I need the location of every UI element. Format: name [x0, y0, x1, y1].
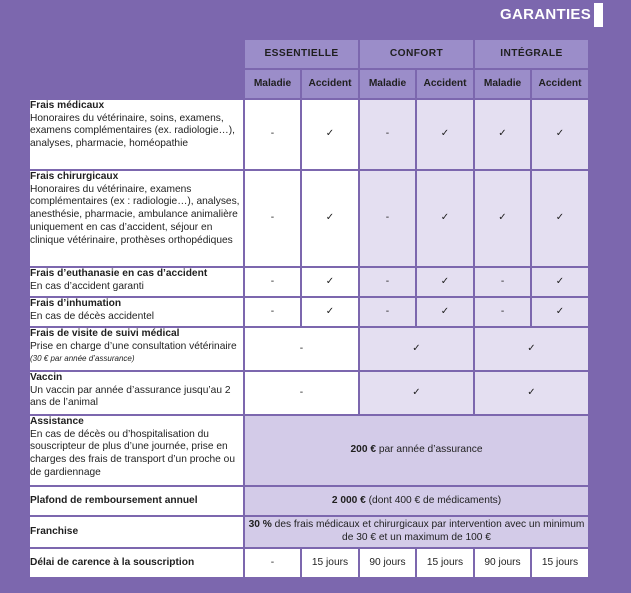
cell-value: - — [359, 99, 416, 170]
cell-value: ✓ — [474, 327, 589, 371]
cell-value: ✓ — [474, 99, 531, 170]
plan-essentielle: ESSENTIELLE — [244, 39, 359, 69]
cell-value: - — [244, 267, 301, 297]
cell-value-wide — [244, 415, 589, 486]
cell-value: ✓ — [416, 267, 474, 297]
row-title: Frais chirurgicaux — [30, 171, 119, 182]
row-visite — [29, 327, 589, 371]
row-plafond — [29, 486, 589, 516]
cell-value: ✓ — [531, 99, 589, 170]
cell-value: - — [244, 297, 301, 327]
cell-value: ✓ — [531, 170, 589, 267]
cell-value: ✓ — [474, 371, 589, 415]
row-vaccin — [29, 371, 589, 415]
cell-value: - — [474, 267, 531, 297]
cell-value: 15 jours — [531, 548, 589, 578]
value-bold: 200 € — [350, 444, 377, 456]
page-title: GARANTIES — [500, 6, 592, 23]
value-rest: des frais médicaux et chirurgicaux par intervention avec un minimum de 30 € et un maximum de 100 € — [271, 519, 585, 543]
plan-integrale: INTÉGRALE — [474, 39, 589, 69]
cell-value: - — [244, 170, 301, 267]
row-label — [29, 327, 244, 371]
row-title: Assistance — [30, 416, 84, 427]
row-description: En cas de décès ou d’hospitalisation du souscripteur de plus d’une journée, prise en charges des frais de transport d’un proche ou de gardiennage — [30, 428, 236, 478]
row-label — [29, 415, 244, 486]
row-description: Un vaccin par année d’assurance jusqu’au 2 ans de l’animal — [30, 384, 231, 409]
guarantees-table — [28, 38, 590, 579]
cell-value: - — [244, 371, 359, 415]
cell-value: ✓ — [531, 297, 589, 327]
row-note: (30 € par année d’assurance) — [30, 354, 135, 364]
cell-value: 15 jours — [416, 548, 474, 578]
cell-value: - — [359, 297, 416, 327]
row-label — [29, 371, 244, 415]
row-franchise — [29, 516, 589, 548]
cell-value: 15 jours — [301, 548, 359, 578]
sub-accident: Accident — [301, 69, 359, 99]
cell-value: ✓ — [301, 99, 359, 170]
cell-value: ✓ — [359, 327, 474, 371]
cell-value: 90 jours — [474, 548, 531, 578]
value-rest: par année d’assurance — [376, 444, 483, 456]
cell-value: ✓ — [301, 297, 359, 327]
row-title: Vaccin — [30, 372, 63, 383]
value-bold: 2 000 € — [331, 494, 366, 506]
sub-maladie: Maladie — [359, 69, 416, 99]
row-assistance — [29, 415, 589, 486]
table-corner — [29, 69, 244, 99]
value-bold: 30 % — [248, 519, 272, 531]
sub-accident: Accident — [531, 69, 589, 99]
row-label — [29, 99, 244, 170]
row-carence — [29, 548, 589, 578]
cell-value: ✓ — [531, 267, 589, 297]
cell-value: ✓ — [359, 371, 474, 415]
row-inhumation — [29, 297, 589, 327]
subheader-row — [29, 69, 589, 99]
row-title: Frais d’euthanasie en cas d’accident — [30, 268, 208, 279]
row-label — [29, 170, 244, 267]
row-title: Frais médicaux — [30, 100, 105, 111]
cell-value: ✓ — [474, 170, 531, 267]
sub-maladie: Maladie — [474, 69, 531, 99]
row-description: En cas de décès accidentel — [30, 310, 155, 322]
row-title: Plafond de remboursement annuel — [29, 486, 244, 516]
sub-maladie: Maladie — [244, 69, 301, 99]
row-title: Franchise — [29, 516, 244, 548]
row-euthanasie — [29, 267, 589, 297]
row-description: En cas d’accident garanti — [30, 280, 144, 292]
row-title: Délai de carence à la souscription — [29, 548, 244, 578]
row-description: Prise en charge d’une consultation vétérinaire — [30, 340, 237, 352]
row-description: Honoraires du vétérinaire, soins, examens, examens complémentaires (ex. radiologie…), analyses, pharmacie, homéopathie — [30, 112, 235, 150]
cell-value: - — [359, 170, 416, 267]
row-title: Frais d’inhumation — [30, 298, 122, 309]
sub-accident: Accident — [416, 69, 474, 99]
cell-value: - — [474, 297, 531, 327]
cell-value: - — [244, 548, 301, 578]
cell-value: ✓ — [301, 267, 359, 297]
cell-value: - — [244, 99, 301, 170]
cell-value: - — [359, 267, 416, 297]
title-accent-bar — [594, 3, 603, 27]
cell-value: 90 jours — [359, 548, 416, 578]
plan-confort: CONFORT — [359, 39, 474, 69]
cell-value: ✓ — [416, 297, 474, 327]
row-title: Frais de visite de suivi médical — [30, 328, 180, 339]
cell-value: ✓ — [416, 170, 474, 267]
cell-value: ✓ — [301, 170, 359, 267]
cell-value-wide — [244, 486, 589, 516]
cell-value: - — [244, 327, 359, 371]
row-frais-chirurgicaux — [29, 170, 589, 267]
row-description: Honoraires du vétérinaire, examens complémentaires (ex : radiologie…), analyses, anesthésie, pharmacie, ambulance animalière uniquement en cas d’accident, séjour en clinique vétérinaire, prothèses orthopédiques — [30, 183, 240, 246]
value-rest: (dont 400 € de médicaments) — [365, 494, 502, 506]
cell-value: ✓ — [416, 99, 474, 170]
row-label — [29, 267, 244, 297]
table-corner — [29, 39, 244, 69]
cell-value-wide — [244, 516, 589, 548]
row-label — [29, 297, 244, 327]
plan-header-row — [29, 39, 589, 69]
row-frais-medicaux — [29, 99, 589, 170]
